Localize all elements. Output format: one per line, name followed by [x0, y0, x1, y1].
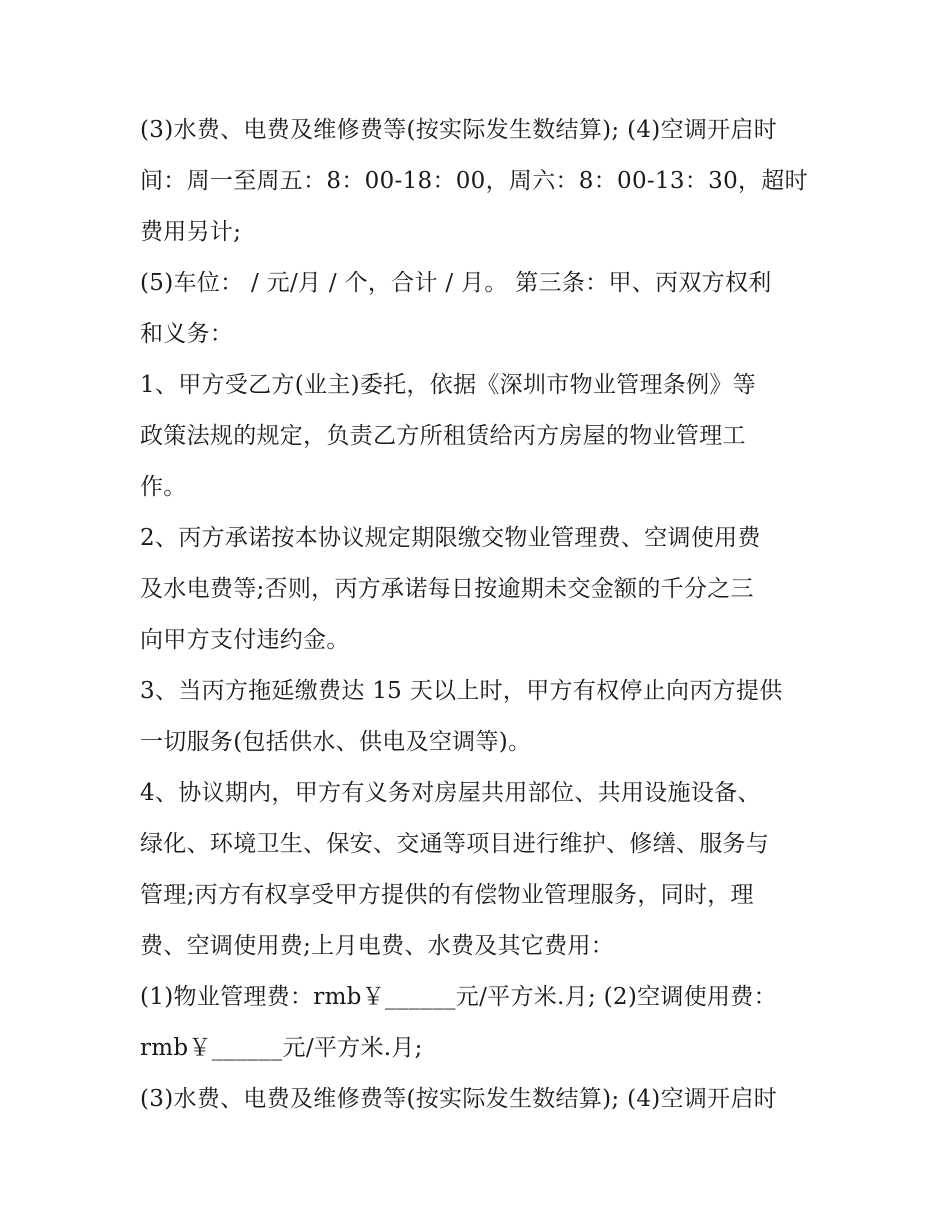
document-body — [140, 105, 830, 1125]
text-line: 费、空调使用费;上月电费、水费及其它费用： — [140, 933, 615, 959]
text-line: 1、甲方受乙方(业主)委托，依据《深圳市物业管理条例》等 — [140, 372, 756, 398]
text-line: (5)车位： / 元/月 / 个，合计 / 月。 第三条：甲、丙双方权利 — [140, 270, 772, 296]
text-line: (1)物业管理费：rmb￥______元/平方米.月; (2)空调使用费： — [140, 984, 777, 1010]
text-line: 向甲方支付违约金。 — [140, 627, 350, 653]
text-line: 费用另计; — [140, 219, 242, 245]
text-line: 4、协议期内，甲方有义务对房屋共用部位、共用设施设备、 — [140, 780, 761, 806]
text-line: 及水电费等;否则，丙方承诺每日按逾期未交金额的千分之三 — [140, 576, 754, 602]
text-line: (3)水费、电费及维修费等(按实际发生数结算); (4)空调开启时 — [140, 1086, 778, 1112]
text-line: 间：周一至周五：8：00-18：00，周六：8：00-13：30，超时 — [140, 168, 808, 194]
text-line: 2、丙方承诺按本协议规定期限缴交物业管理费、空调使用费 — [140, 525, 761, 551]
text-line: 绿化、环境卫生、保安、交通等项目进行维护、修缮、服务与 — [140, 831, 770, 857]
text-line: (3)水费、电费及维修费等(按实际发生数结算); (4)空调开启时 — [140, 117, 778, 143]
text-line: rmb￥______元/平方米.月; — [140, 1035, 423, 1061]
text-line: 和义务： — [140, 321, 234, 347]
text-line: 一切服务(包括供水、供电及空调等)。 — [140, 729, 532, 755]
text-line: 管理;丙方有权享受甲方提供的有偿物业管理服务，同时，理 — [140, 882, 754, 908]
text-line: 政策法规的规定，负责乙方所租赁给丙方房屋的物业管理工 — [140, 423, 746, 449]
text-line: 作。 — [140, 474, 187, 500]
text-line: 3、当丙方拖延缴费达 15 天以上时，甲方有权停止向丙方提供 — [140, 678, 783, 704]
